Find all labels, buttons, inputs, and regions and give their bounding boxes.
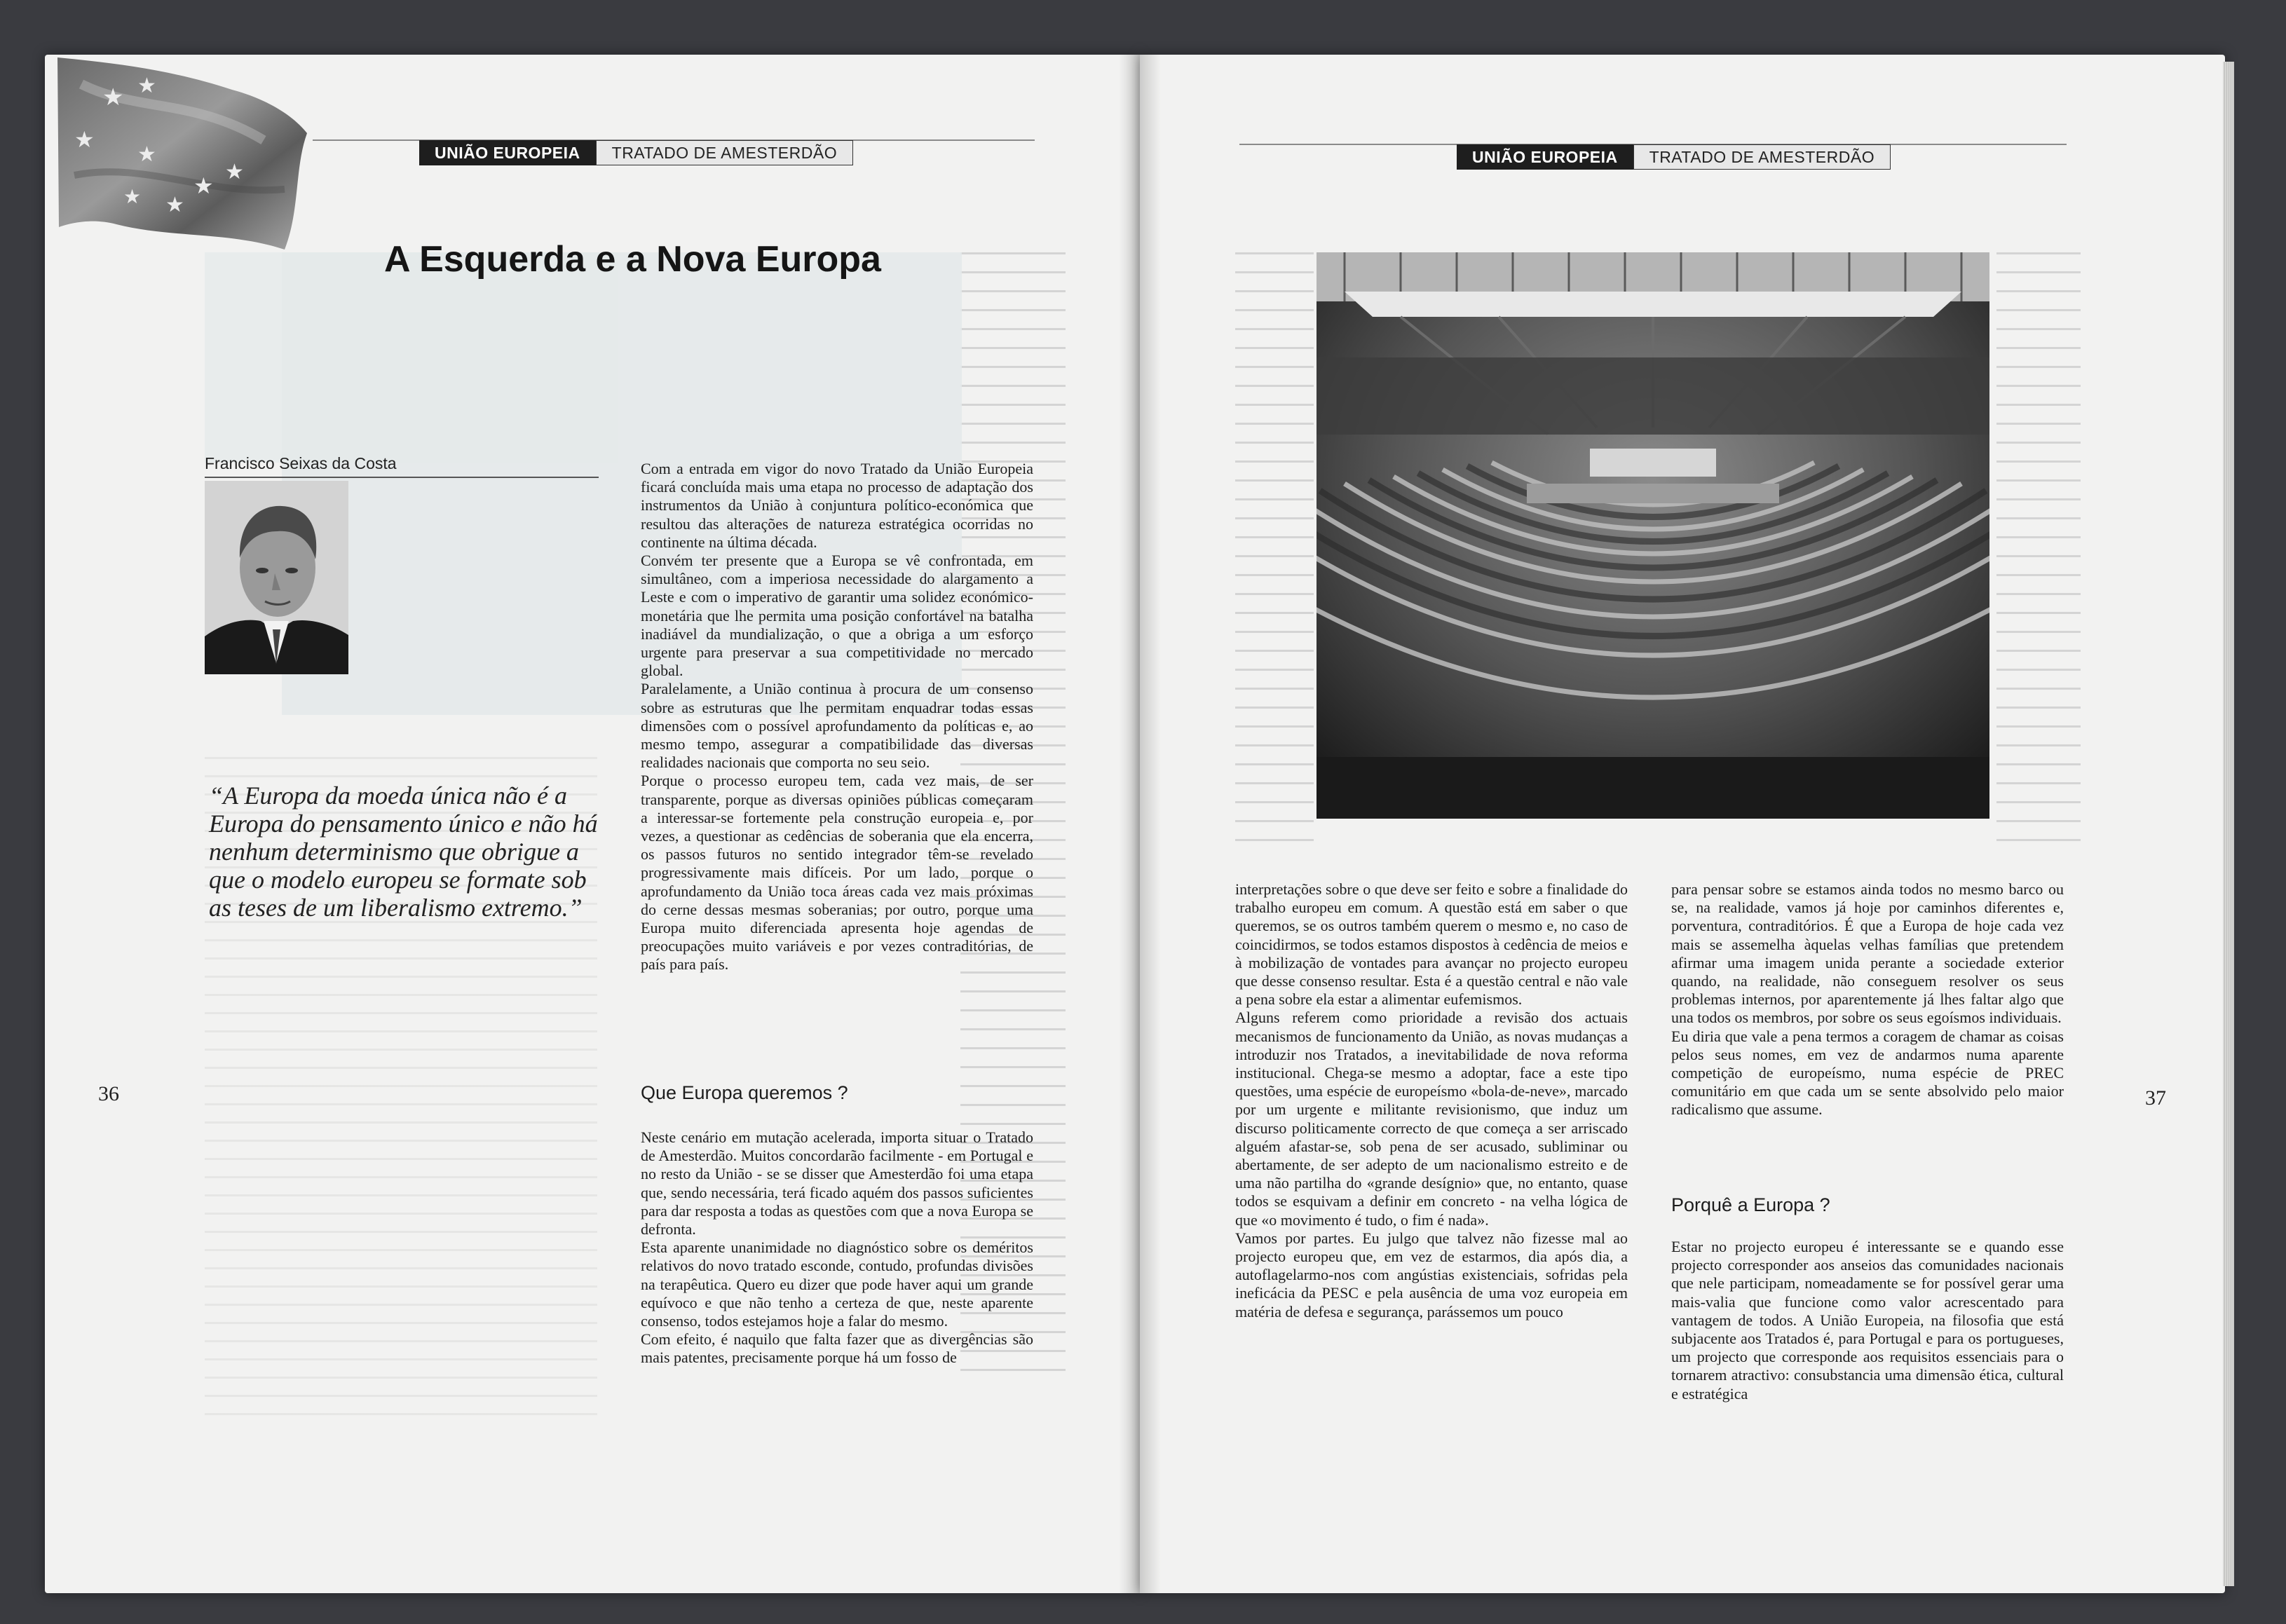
svg-text:★: ★	[137, 74, 156, 98]
svg-text:★: ★	[193, 172, 214, 199]
section-tag-right	[1457, 144, 1891, 170]
pull-quote: “A Europa da moeda única não é a Europa do pensamento único e não há nenhum determinismo que obrigue a que o modelo europeu se formate sob as teses de um liberalismo extremo.”	[209, 782, 598, 922]
tag-uniao-europeia: UNIÃO EUROPEIA	[419, 140, 596, 165]
paragraph: Convém ter presente que a Europa se vê confrontada, em simultâneo, com a imperiosa necessidade do alargamento a Leste e com o imperativo de garantir uma solidez económico-monetária que lhe permita uma posição confortável na batalha inadiável da mundialização, o que a obriga a um esforço urgente para preservar a sua competitividade no mercado global.	[641, 552, 1033, 680]
paragraph: Alguns referem como prioridade a revisão dos actuais mecanismos de funcionamento da União, as novas mudanças a introduzir nos Tratados, a inevitabilidade de nova reforma institucional. Chega-se mesmo a adoptar, face a este tipo questões, uma espécie de europeísmo «bola-de-neve», marcado por um urgente e militante revisionismo, que induz um discurso politicamente correcto de que começa a ser arriscado alguém afastar-se, sob pena de ser acusado, subliminar ou abertamente, de ser adepto de um nacionalismo estreito e de uma não partilha do «grande desígnio» que, no entanto, quase todos se esquivam a definir em concreto - na velha lógica de que «o movimento é tudo, o fim é nada».	[1235, 1009, 1628, 1229]
page-edges	[2223, 62, 2234, 1586]
svg-text:★: ★	[102, 83, 124, 111]
tag-uniao-europeia: UNIÃO EUROPEIA	[1457, 144, 1633, 170]
paragraph: Paralelamente, a União continua à procura de um consenso sobre as estruturas que lhe permitam enquadrar todas essas dimensões com o possível aprofundamento da políticas e, ao mesmo tempo, assegurar a compatibilidade das diversas realidades nacionais que comporta no seu seio.	[641, 680, 1033, 772]
subheading-porque-europa: Porquê a Europa ?	[1671, 1194, 1830, 1215]
svg-text:★: ★	[123, 185, 142, 208]
article-column-3b	[1671, 1238, 2064, 1403]
article-title: A Esquerda e a Nova Europa	[384, 239, 881, 280]
author-name: Francisco Seixas da Costa	[205, 454, 397, 472]
book-gutter	[1119, 55, 1161, 1593]
paragraph: para pensar sobre se estamos ainda todos no mesmo barco ou se, na realidade, vamos já hoje por caminhos diferentes e, porventura, contraditórios. É que a Europa de hoje cada vez mais se assemelha àquelas velhas famílias que pretendem afirmar uma imagem unida perante a sociedade exterior quando, na realidade, não conseguem resolver os seus problemas internos, por aparentemente já lhes faltar algo que una todos os membros, por sobre os seus egoísmos individuais.	[1671, 880, 2064, 1027]
svg-text:★: ★	[165, 193, 184, 217]
page-number-left: 36	[98, 1082, 119, 1105]
show-through-text	[1235, 252, 1314, 855]
show-through-text	[1996, 252, 2081, 855]
parliament-hemicycle-photo	[1317, 252, 1989, 819]
svg-text:★: ★	[74, 126, 95, 153]
paragraph: Neste cenário em mutação acelerada, importa situar o Tratado de Amesterdão. Muitos concordarão facilmente - em Portugal e no resto da União - se se disser que Amesterdão foi uma etapa que, sendo necessária, terá ficado aquém dos passos suficientes para dar resposta a todas as questões com que a nova Europa se defronta.	[641, 1128, 1033, 1239]
paragraph: Com a entrada em vigor do novo Tratado da União Europeia ficará concluída mais uma etapa no processo de adaptação dos instrumentos da União à conjuntura político-económica que resultou das alterações de natureza estratégica ocorridas no continente na última década.	[641, 460, 1033, 551]
page-number-right: 37	[2145, 1086, 2166, 1110]
author-rule	[205, 477, 599, 478]
title-background-panel	[205, 252, 618, 463]
author-portrait	[205, 481, 348, 674]
tag-tratado-amesterdao: TRATADO DE AMESTERDÃO	[1633, 144, 1891, 170]
paragraph: Com efeito, é naquilo que falta fazer que as divergências são mais patentes, precisamente porque há um fosso de	[641, 1330, 1033, 1367]
paragraph: Porque o processo europeu tem, cada vez mais, de ser transparente, porque as diversas opiniões públicas começaram a interessar-se fortemente pela construção europeia e, por vezes, a questionar as cedências de soberania que ela encerra, os passos futuros no sentido integrador têm-se revelado progressivamente mais difíceis. Por um lado, porque o aprofundamento da União toca áreas cada vez mais próximas do cerne dessas mesmas soberanias; por outro, porque uma Europa muito diferenciada apresenta hoje agendas de preocupações muito variáveis e por vezes contraditórias, de país para país.	[641, 772, 1033, 974]
article-column-1b	[641, 1128, 1033, 1367]
section-tag-left	[419, 140, 853, 165]
svg-text:★: ★	[225, 160, 244, 184]
tag-tratado-amesterdao: TRATADO DE AMESTERDÃO	[596, 140, 853, 165]
subheading-que-europa: Que Europa queremos ?	[641, 1082, 848, 1103]
article-column-1	[641, 460, 1033, 974]
eu-flag-icon	[53, 56, 314, 252]
article-column-2	[1235, 880, 1628, 1321]
paragraph: Eu diria que vale a pena termos a coragem de chamar as coisas pelos seus nomes, em vez de andarmos numa aparente competição de europeísmo, numa espécie de PREC comunitário em que cada um se sente absolvido pelo maior radicalismo que assume.	[1671, 1027, 2064, 1119]
paragraph: interpretações sobre o que deve ser feito e sobre a finalidade do trabalho europeu em comum. A questão está em saber o que queremos, se os outros também querem o mesmo e, no caso de coincidirmos, se todos estamos dispostos à cedência de meios e à mobilização de vontades para avançar no projecto europeu que desse consenso resultar. Esta é a questão central e não vale a pena sobre ela estar a alimentar eufemismos.	[1235, 880, 1628, 1009]
svg-text:★: ★	[137, 142, 156, 167]
paragraph: Estar no projecto europeu é interessante se e quando esse projecto corresponder aos anseios das comunidades nacionais que nele participam, nomeadamente se for possível gerar uma mais-valia que funcione como valor acrescentado para vantagem de todos. A União Europeia, na filosofia que está subjacente aos Tratados é, para Portugal e para os portugueses, um projecto que corresponde aos requisitos essenciais para o tornarem atractivo: consubstancia uma dimensão ética, cultural e estratégica	[1671, 1238, 2064, 1403]
paragraph: Vamos por partes. Eu julgo que talvez não fizesse mal ao projecto europeu que, em vez de estarmos, dia após dia, a autoflagelarmo-nos com angústias existenciais, sofridas pela ineficácia da PESC e pela ausência de uma voz europeia em matéria de defesa e segurança, parássemos um pouco	[1235, 1229, 1628, 1321]
article-column-3	[1671, 880, 2064, 1119]
paragraph: Esta aparente unanimidade no diagnóstico sobre os deméritos relativos do novo tratado esconde, contudo, profundas divisões na terapêutica. Quero eu dizer que pode haver aqui um grande equívoco e que não tenho a certeza de que, neste aparente consenso, todos estejamos hoje a falar do mesmo.	[641, 1239, 1033, 1330]
